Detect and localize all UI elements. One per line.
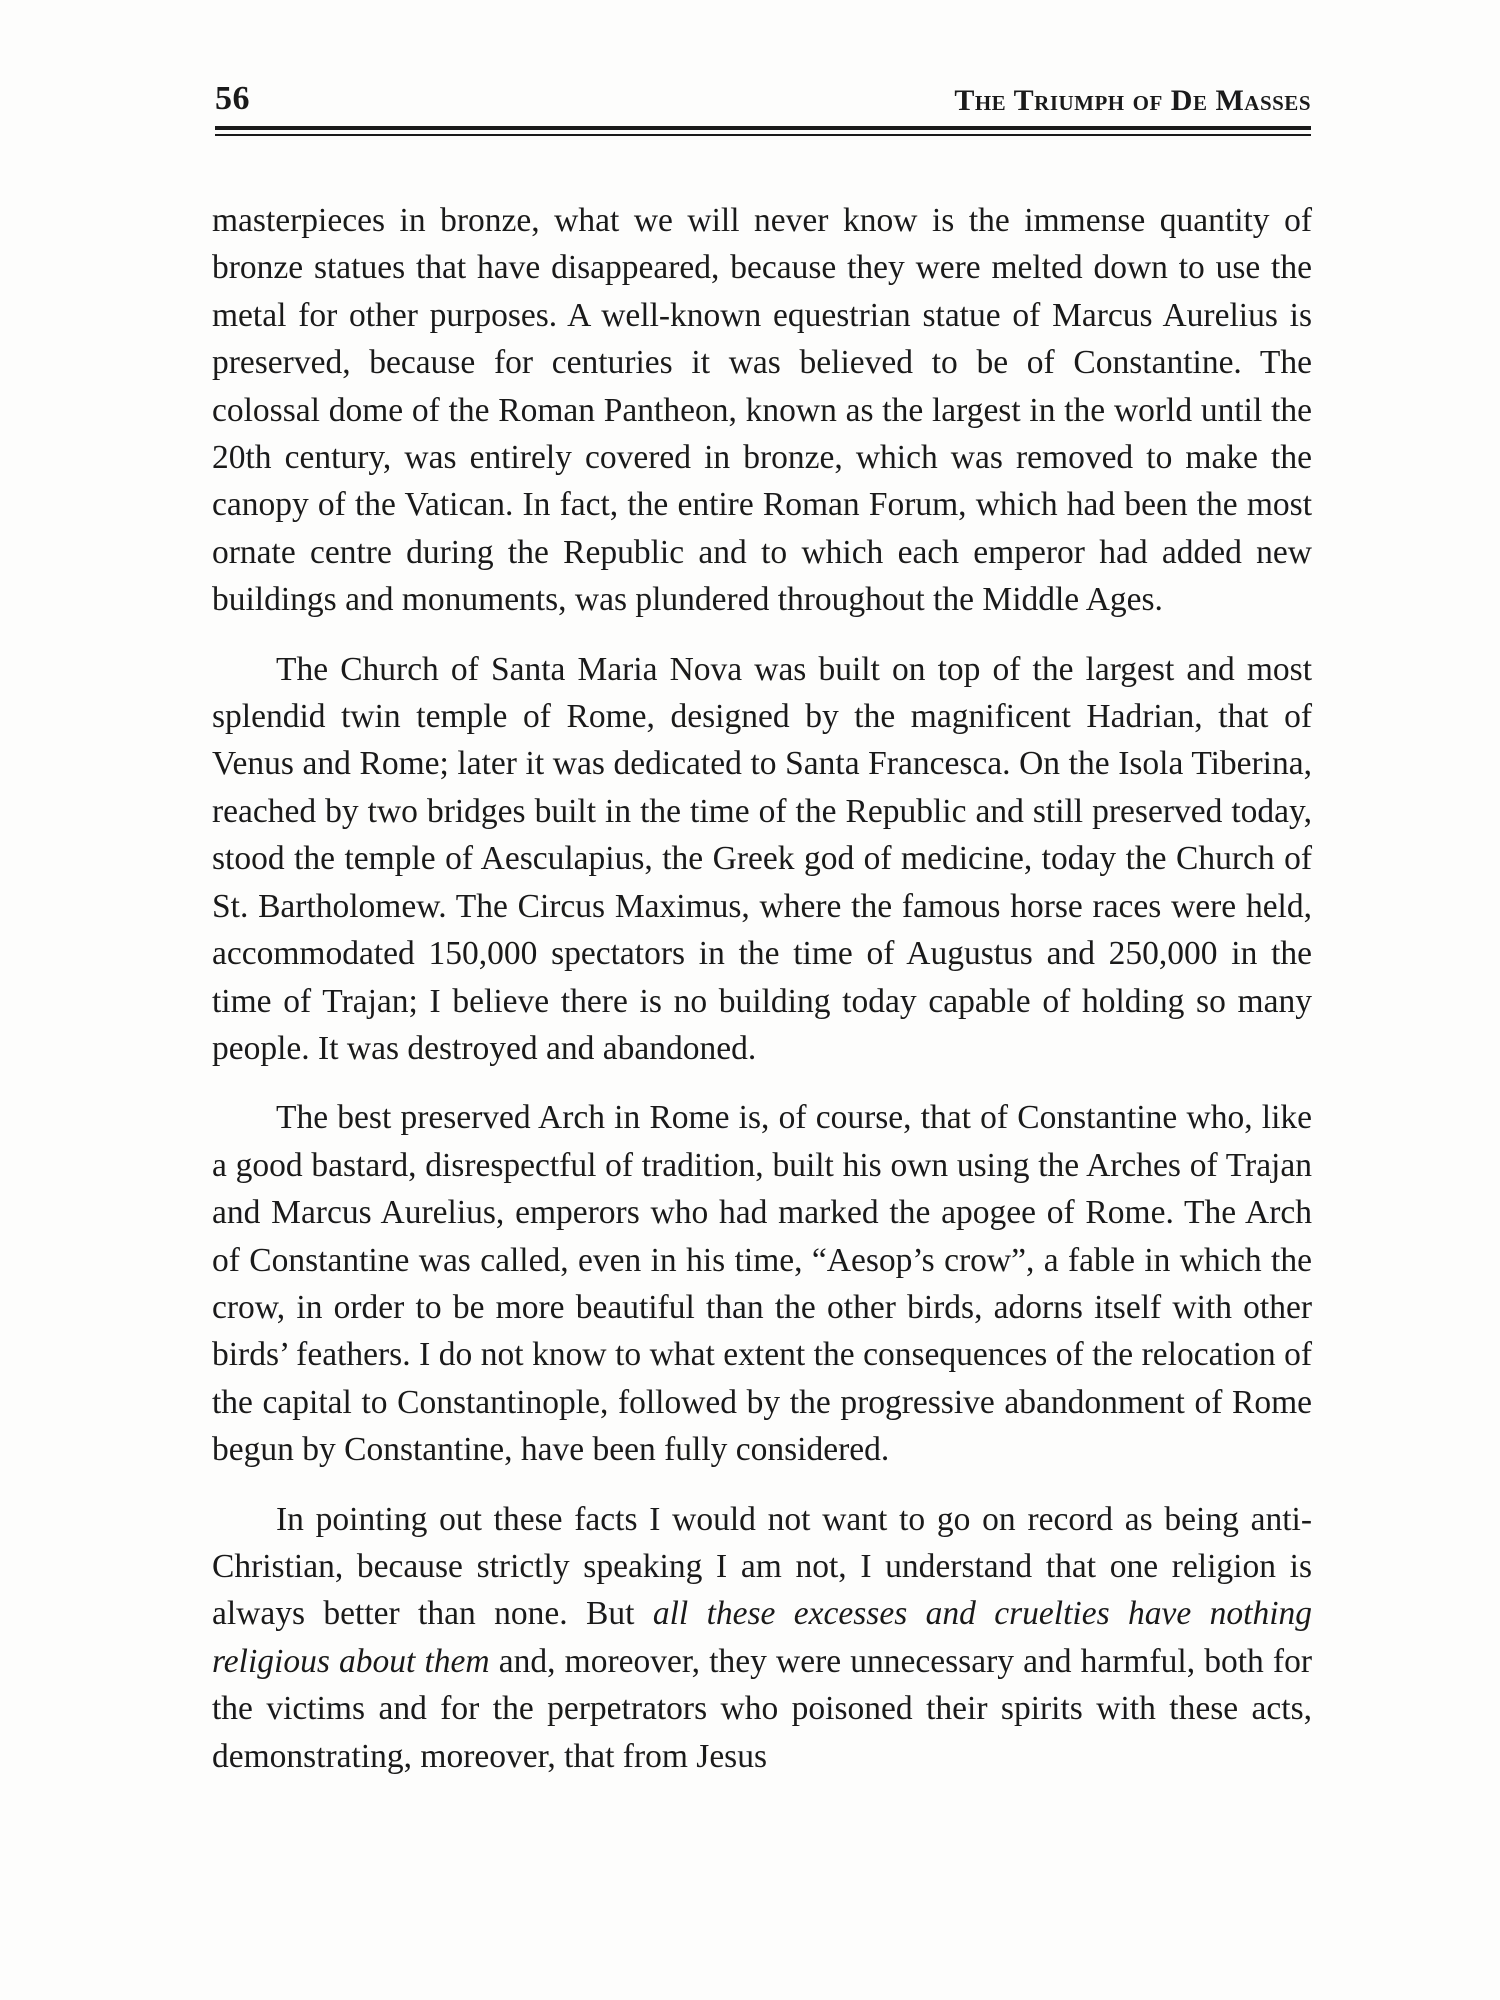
paragraph-3: The best preserved Arch in Rome is, of course, that of Constantine who, like a good bastard, disrespectful of tradition, built his own using the Arches of Trajan and Marcus Aurelius, emperors who had marked the apogee of Rome. The Arch of Constantine was called, even in his time, “Aesop’s crow”, a fable in which the crow, in order to be more beautiful than the other birds, adorns itself with other birds’ feathers. I do not know to what extent the consequences of the relocation of the capital to Constantinople, followed by the progressive abandonment of Rome begun by Constantine, have been fully considered. (212, 1099, 1312, 1469)
running-head (215, 80, 1311, 130)
book-title: The Triumph of De Masses (954, 84, 1311, 117)
paragraph-2: The Church of Santa Maria Nova was built on top of the largest and most splendid twin temple of Rome, designed by the magnificent Hadrian, that of Venus and Rome; later it was dedicated to Santa Francesca. On the Isola Tiberina, reached by two bridges built in the time of the Republic and still preserved today, stood the temple of Aesculapius, the Greek god of medicine, today the Church of St. Bartholomew. The Circus Maximus, where the famous horse races were held, accommodated 150,000 spectators in the time of Augustus and 250,000 in the time of Trajan; I believe there is no building today capable of holding so many people. It was destroyed and abandoned. (212, 650, 1312, 1067)
body-text (212, 197, 1312, 1802)
header-rule-thin (215, 134, 1311, 136)
page-number: 56 (215, 80, 250, 117)
paragraph-4-text-after: and, moreover, they were unnecessary and harmful, both for the victims and for the perpetrators who poisoned their spirits with these acts, demonstrating, moreover, that from Jesus (212, 1642, 1312, 1775)
paragraph-4 (212, 1496, 1312, 1780)
paragraph-4-text-before: In pointing out these facts I would not want to go on record as being anti-Christian, because strictly speaking I am not, I understand that one religion is always better than none. But (212, 1500, 1312, 1633)
header-rule-thick (215, 126, 1311, 130)
paragraph-4-italic-phrase: all these excesses and cruelties have nothing religious about them (212, 1595, 1313, 1680)
paragraph-1: masterpieces in bronze, what we will never know is the immense quantity of bronze statues that have disappeared, because they were melted down to use the metal for other purposes. A well-known equestrian statue of Marcus Aurelius is preserved, because for centuries it was believed to be of Constantine. The colossal dome of the Roman Pantheon, known as the largest in the world until the 20th century, was entirely covered in bronze, which was removed to make the canopy of the Vatican. In fact, the entire Roman Forum, which had been the most ornate centre during the Republic and to which each emperor had added new buildings and monuments, was plundered throughout the Middle Ages. (212, 202, 1312, 619)
